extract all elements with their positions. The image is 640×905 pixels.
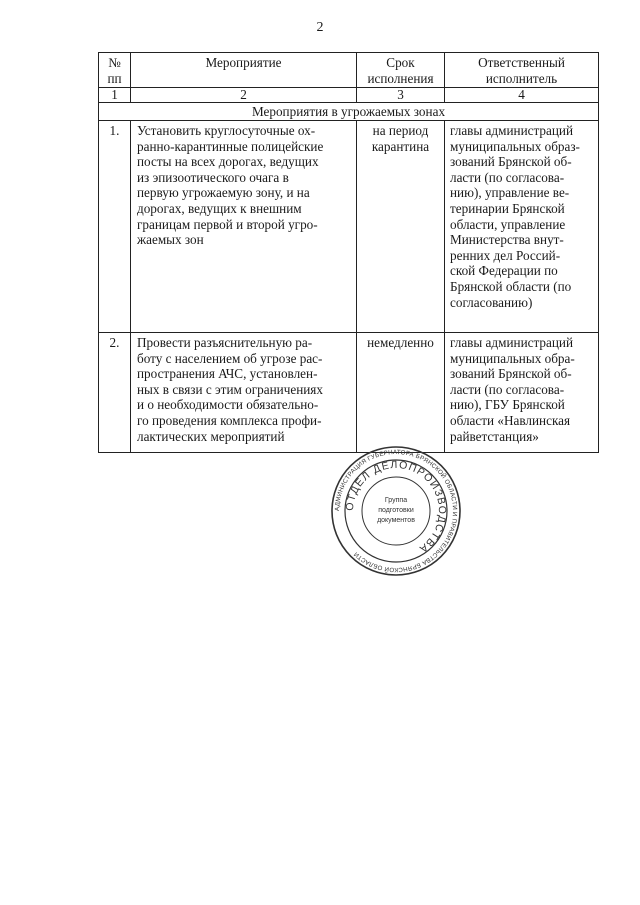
table-row	[99, 121, 599, 333]
text-line: пространения АЧС, установлен-	[137, 366, 318, 382]
text-line: муниципальных обра-	[450, 350, 575, 366]
text-line: главы администраций	[450, 335, 574, 350]
stamp-inner-textpath: ОТДЕЛ ДЕЛОПРОИЗВОДСТВА	[343, 458, 449, 556]
row-deadline	[357, 333, 445, 453]
table-header-row	[99, 53, 599, 88]
column-number: 1	[99, 88, 131, 103]
stamp-outer-textpath: АДМИНИСТРАЦИЯ ГУБЕРНАТОРА БРЯНСКОЙ ОБЛАСТИ И ПРАВИТЕЛЬСТВА БРЯНСКОЙ ОБЛАСТИ	[333, 448, 459, 574]
text-line: и о необходимости обязательно-	[137, 397, 319, 413]
header-deadline	[357, 53, 445, 88]
header-num	[99, 53, 131, 88]
text-line: Установить круглосуточные ох-	[137, 123, 316, 138]
text-line: главы администраций	[450, 123, 574, 138]
text-line: ранно-карантинные полицейские	[137, 138, 324, 154]
text-line: границам первой и второй угро-	[137, 216, 318, 232]
text-line: области, управление	[450, 216, 566, 232]
text-line: Министерства внут-	[450, 232, 564, 248]
header-deadline-line2: исполнения	[367, 70, 434, 86]
text-line: жаемых зон	[137, 232, 204, 248]
column-number: 2	[131, 88, 357, 103]
header-deadline-line1: Срок	[386, 55, 415, 70]
text-line: зований Брянской об-	[450, 154, 572, 170]
text-line: первую угрожаемую зону, и на	[137, 185, 310, 201]
office-stamp	[330, 445, 462, 577]
column-number-row	[99, 88, 599, 103]
text-line: немедленно	[367, 335, 434, 350]
text-line: муниципальных образ-	[450, 138, 580, 154]
header-num-line1: №	[108, 55, 121, 70]
header-responsible	[445, 53, 599, 88]
table-row	[99, 333, 599, 453]
text-line: ской Федерации по	[450, 263, 558, 279]
row-responsible	[445, 333, 599, 453]
text-line: согласованию)	[450, 294, 533, 310]
stamp-center-line: Группа	[384, 497, 408, 504]
text-line: теринарии Брянской	[450, 200, 565, 216]
text-line: нию), управление ве-	[450, 185, 570, 201]
text-line: на период	[372, 123, 429, 138]
column-number: 3	[357, 88, 445, 103]
header-responsible-line2: исполнитель	[485, 70, 558, 86]
text-line: ласти (по согласова-	[450, 381, 565, 397]
text-line: Провести разъяснительную ра-	[137, 335, 313, 350]
row-responsible	[445, 121, 599, 333]
column-number: 4	[445, 88, 599, 103]
row-number: 1.	[99, 121, 131, 333]
text-line: боту с населением об угрозе рас-	[137, 350, 323, 366]
section-title: Мероприятия в угрожаемых зонах	[99, 103, 599, 121]
stamp-center-line: документов	[377, 517, 415, 524]
text-line: райветстанция»	[450, 428, 539, 444]
text-line: зований Брянской об-	[450, 366, 572, 382]
text-line: посты на всех дорогах, ведущих	[137, 154, 319, 170]
stamp-center-line: подготовки	[378, 507, 414, 514]
text-line: ренних дел Россий-	[450, 247, 561, 263]
row-deadline	[357, 121, 445, 333]
text-line: карантина	[371, 138, 430, 154]
row-event	[131, 333, 357, 453]
header-num-line2: пп	[107, 70, 122, 86]
text-line: лактических мероприятий	[137, 428, 285, 444]
row-number: 2.	[99, 333, 131, 453]
text-line: ласти (по согласова-	[450, 169, 565, 185]
text-line: области «Навлинская	[450, 412, 571, 428]
text-line: го проведения комплекса профи-	[137, 412, 322, 428]
text-line: нию), ГБУ Брянской	[450, 397, 565, 413]
page-number: 2	[316, 20, 324, 35]
text-line: дорогах, ведущих к внешним	[137, 200, 302, 216]
text-line: из эпизоотического очага в	[137, 169, 289, 185]
section-row	[99, 103, 599, 121]
header-event-label: Мероприятие	[205, 55, 282, 70]
measures-table	[98, 52, 599, 453]
text-line: Брянской области (по	[450, 278, 572, 294]
header-event	[131, 53, 357, 88]
text-line: ных в связи с этим ограничениях	[137, 381, 323, 397]
row-event	[131, 121, 357, 333]
header-responsible-line1: Ответственный	[478, 55, 565, 70]
